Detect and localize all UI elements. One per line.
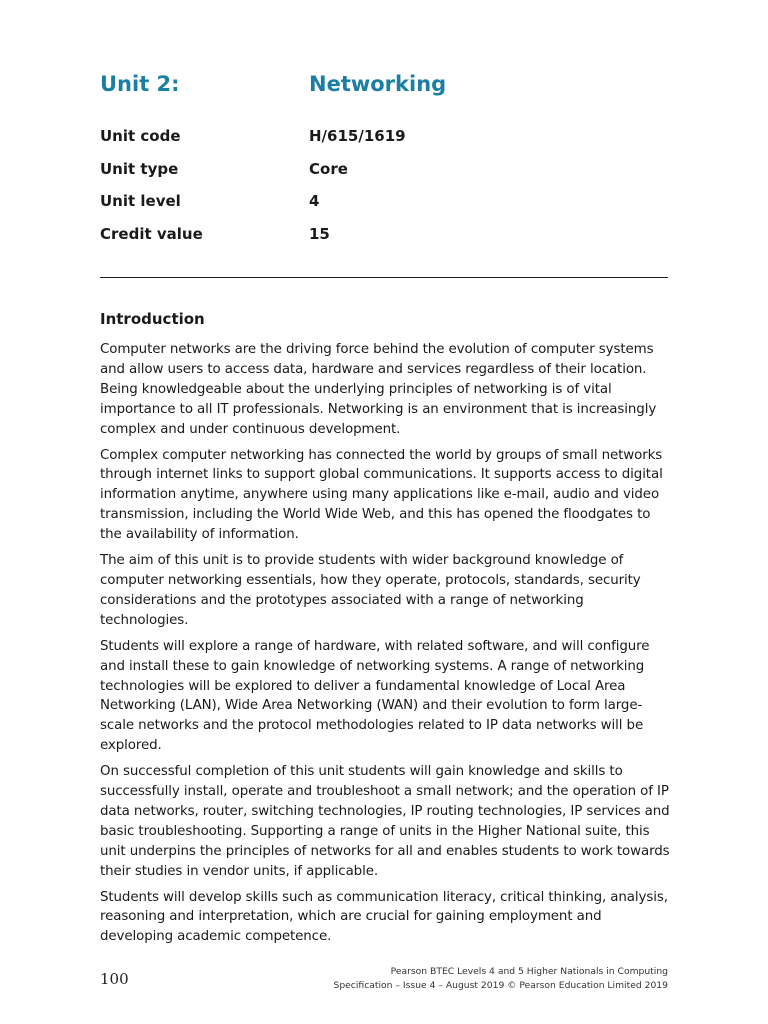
unit-number: Unit 2:	[100, 72, 180, 96]
meta-row-unit-type	[100, 158, 670, 191]
introduction-section	[100, 308, 670, 953]
meta-value: 4	[309, 192, 320, 210]
introduction-heading: Introduction	[100, 310, 205, 328]
section-divider	[100, 277, 668, 278]
meta-row-unit-code	[100, 125, 670, 158]
meta-value: Core	[309, 159, 348, 178]
footer-publication-info	[333, 965, 668, 993]
paragraph: On successful completion of this unit students will gain knowledge and skills to successfully install, operate and troubleshoot a small network; and the operation of IP data networks, router, switching technologies, IP routing technologies, IP services and basic troubleshooting. Supporting a range of units in the Higher National suite, this unit underpins the principles of networks for all and enables students to work towards their studies in vendor units, if applicable.	[100, 764, 670, 879]
paragraph: Computer networks are the driving force behind the evolution of computer systems and allow users to access data, hardware and services regardless of their location. Being knowledgeable about the underlying principles of networking is of vital importance to all IT professionals. Networking is an environment that is increasingly complex and under continuous development.	[100, 342, 657, 437]
meta-key: Unit code	[100, 127, 181, 145]
meta-value: 15	[309, 224, 330, 243]
page-number: 100	[100, 970, 129, 988]
unit-title: Networking	[309, 72, 447, 96]
unit-heading	[100, 72, 670, 102]
paragraph: Complex computer networking has connected the world by groups of small networks through internet links to support global communications. It supports access to digital information anytime, anywhere using many applications like e-mail, audio and video transmission, including the World Wide Web, and this has opened the floodgates to the availability of information.	[100, 447, 663, 543]
meta-row-credit-value	[100, 223, 670, 256]
footer-line-issue: Specification – Issue 4 – August 2019 © Pearson Education Limited 2019	[333, 980, 668, 991]
paragraph: The aim of this unit is to provide students with wider background knowledge of computer networking essentials, how they operate, protocols, standards, security considerations and the prototypes associated with a range of networking technologies.	[100, 553, 641, 628]
meta-key: Unit type	[100, 159, 179, 178]
unit-meta-table	[100, 125, 670, 255]
meta-key: Credit value	[100, 224, 203, 243]
paragraph: Students will develop skills such as communication literacy, critical thinking, analysis, reasoning and interpretation, which are crucial for gaining employment and developing academic competence.	[100, 889, 668, 945]
meta-row-unit-level	[100, 190, 670, 223]
footer-line-title: Pearson BTEC Levels 4 and 5 Higher Nationals in Computing	[390, 966, 668, 977]
paragraph: Students will explore a range of hardware, with related software, and will configure and install these to gain knowledge of networking systems. A range of networking technologies will be explored to deliver a fundamental knowledge of Local Area Networking (LAN), Wide Area Networking (WAN) and their evolution to form large-scale networks and the protocol methodologies related to IP data networks will be explored.	[100, 638, 650, 754]
meta-value: H/615/1619	[309, 127, 406, 145]
meta-key: Unit level	[100, 192, 181, 210]
